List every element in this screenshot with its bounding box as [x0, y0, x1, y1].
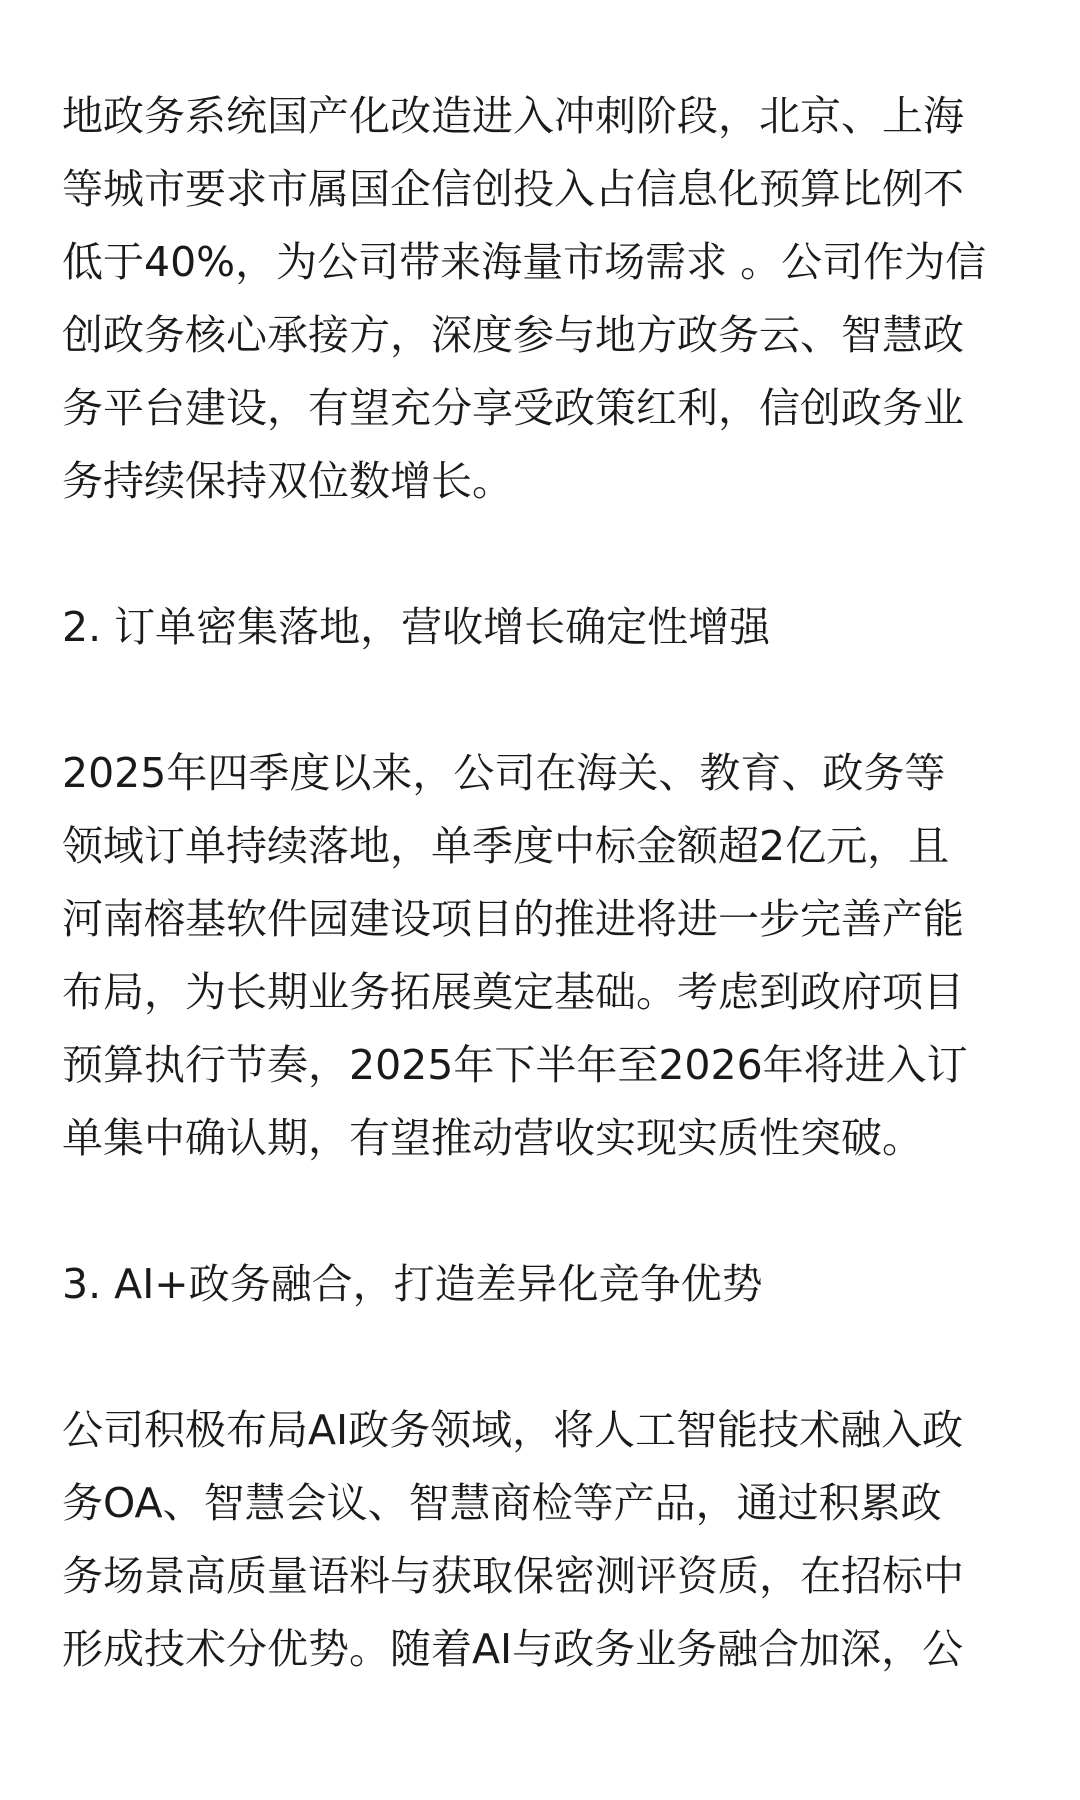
text-line: 创政务核心承接方，深度参与地方政务云、智慧政 — [62, 311, 964, 359]
paragraph-spacer — [62, 664, 1022, 737]
paragraph-spacer — [62, 1321, 1022, 1394]
text-line: 公司积极布局AI政务领域，将人工智能技术融入政 — [62, 1406, 964, 1454]
paragraph-spacer — [62, 1175, 1022, 1248]
text-line: 单集中确认期，有望推动营收实现实质性突破。 — [62, 1114, 923, 1162]
text-line: 布局，为长期业务拓展奠定基础。考虑到政府项目 — [62, 968, 964, 1016]
article-body — [62, 80, 1022, 1686]
text-line: 领域订单持续落地，单季度中标金额超2亿元，且 — [62, 822, 950, 870]
text-line: 等城市要求市属国企信创投入占信息化预算比例不 — [62, 165, 964, 213]
paragraph-policy — [62, 80, 1022, 518]
text-line: 务持续保持双位数增长。 — [62, 457, 513, 505]
text-line: 形成技术分优势。随着AI与政务业务融合加深，公 — [62, 1625, 964, 1673]
text-line: 务平台建设，有望充分享受政策红利，信创政务业 — [62, 384, 964, 432]
paragraph-orders — [62, 737, 1022, 1175]
text-line: 低于40%，为公司带来海量市场需求 。公司作为信 — [62, 238, 987, 286]
text-line: 2025年四季度以来，公司在海关、教育、政务等 — [62, 749, 946, 797]
text-line: 务OA、智慧会议、智慧商检等产品，通过积累政 — [62, 1479, 942, 1527]
paragraph-ai — [62, 1394, 1022, 1686]
section-heading-3: 3. AI+政务融合，打造差异化竞争优势 — [62, 1260, 763, 1308]
section-heading-2: 2. 订单密集落地，营收增长确定性增强 — [62, 603, 771, 651]
text-line: 河南榕基软件园建设项目的推进将进一步完善产能 — [62, 895, 964, 943]
text-line: 务场景高质量语料与获取保密测评资质，在招标中 — [62, 1552, 964, 1600]
text-line: 地政务系统国产化改造进入冲刺阶段，北京、上海 — [62, 92, 964, 140]
text-line: 预算执行节奏，2025年下半年至2026年将进入订 — [62, 1041, 968, 1089]
paragraph-spacer — [62, 518, 1022, 591]
